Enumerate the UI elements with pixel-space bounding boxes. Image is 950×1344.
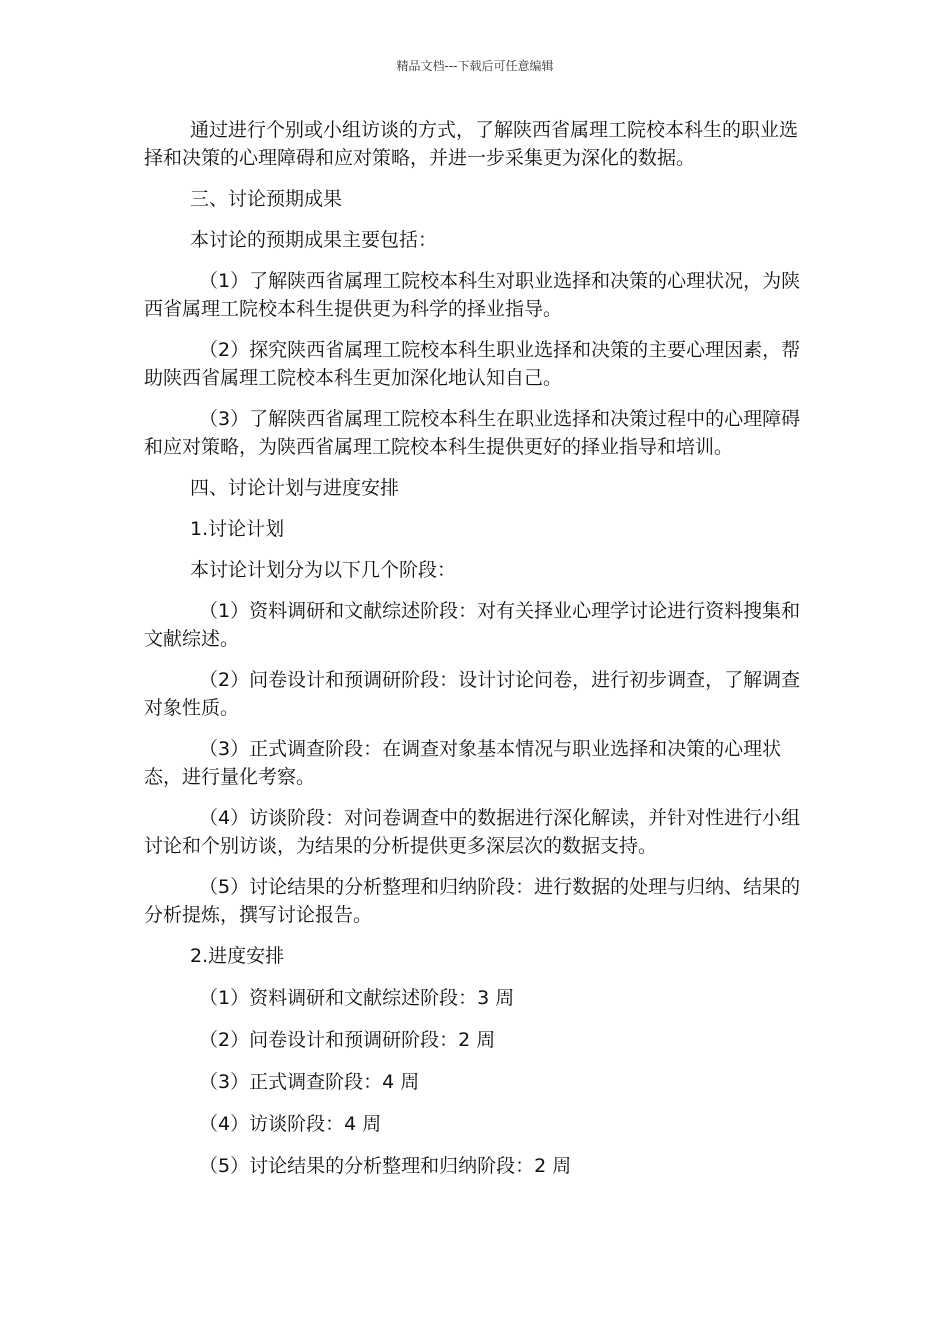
schedule-item-2: （2）问卷设计和预调研阶段：2 周: [199, 1029, 496, 1051]
list-item-phase-4: （4）访谈阶段：对问卷调查中的数据进行深化解读，并针对性进行小组讨论和个别访谈，为结果的分析提供更多深层次的数据支持。: [144, 807, 801, 857]
list-item-phase-5: （5）讨论结果的分析整理和归纳阶段：进行数据的处理与归纳、结果的分析提炼，撰写讨论报告。: [144, 876, 801, 926]
paragraph-plan-intro: 本讨论计划分为以下几个阶段：: [190, 559, 457, 581]
section-heading-expected-results: 三、讨论预期成果: [190, 188, 343, 210]
schedule-item-3: （3）正式调查阶段：4 周: [199, 1071, 420, 1093]
document-body: [144, 116, 810, 1180]
list-item-phase-3: （3）正式调查阶段：在调查对象基本情况与职业选择和决策的心理状态，进行量化考察。: [144, 738, 782, 788]
list-item-phase-1: （1）资料调研和文献综述阶段：对有关择业心理学讨论进行资料搜集和文献综述。: [144, 600, 801, 650]
page-header: 精品文档---下载后可任意编辑: [396, 59, 554, 73]
list-item-phase-2: （2）问卷设计和预调研阶段：设计讨论问卷，进行初步调查，了解调查对象性质。: [144, 669, 801, 719]
schedule-item-4: （4）访谈阶段：4 周: [199, 1113, 382, 1135]
section-heading-plan-schedule: 四、讨论计划与进度安排: [190, 477, 400, 499]
subheading-plan: 1.讨论计划: [190, 518, 285, 540]
paragraph-interview-method: 通过进行个别或小组访谈的方式，了解陕西省属理工院校本科生的职业选择和决策的心理障碍和应对策略，并进一步采集更为深化的数据。: [144, 119, 799, 169]
schedule-item-1: （1）资料调研和文献综述阶段：3 周: [199, 987, 515, 1009]
list-item-result-2: （2）探究陕西省属理工院校本科生职业选择和决策的主要心理因素，帮助陕西省属理工院校本科生更加深化地认知自己。: [144, 339, 801, 389]
subheading-schedule: 2.进度安排: [190, 945, 285, 967]
schedule-item-5: （5）讨论结果的分析整理和归纳阶段：2 周: [199, 1155, 572, 1177]
list-item-result-1: （1）了解陕西省属理工院校本科生对职业选择和决策的心理状况，为陕西省属理工院校本科生提供更为科学的择业指导。: [144, 270, 801, 320]
list-item-result-3: （3）了解陕西省属理工院校本科生在职业选择和决策过程中的心理障碍和应对策略，为陕西省属理工院校本科生提供更好的择业指导和培训。: [144, 408, 801, 458]
paragraph-results-intro: 本讨论的预期成果主要包括：: [190, 229, 438, 251]
